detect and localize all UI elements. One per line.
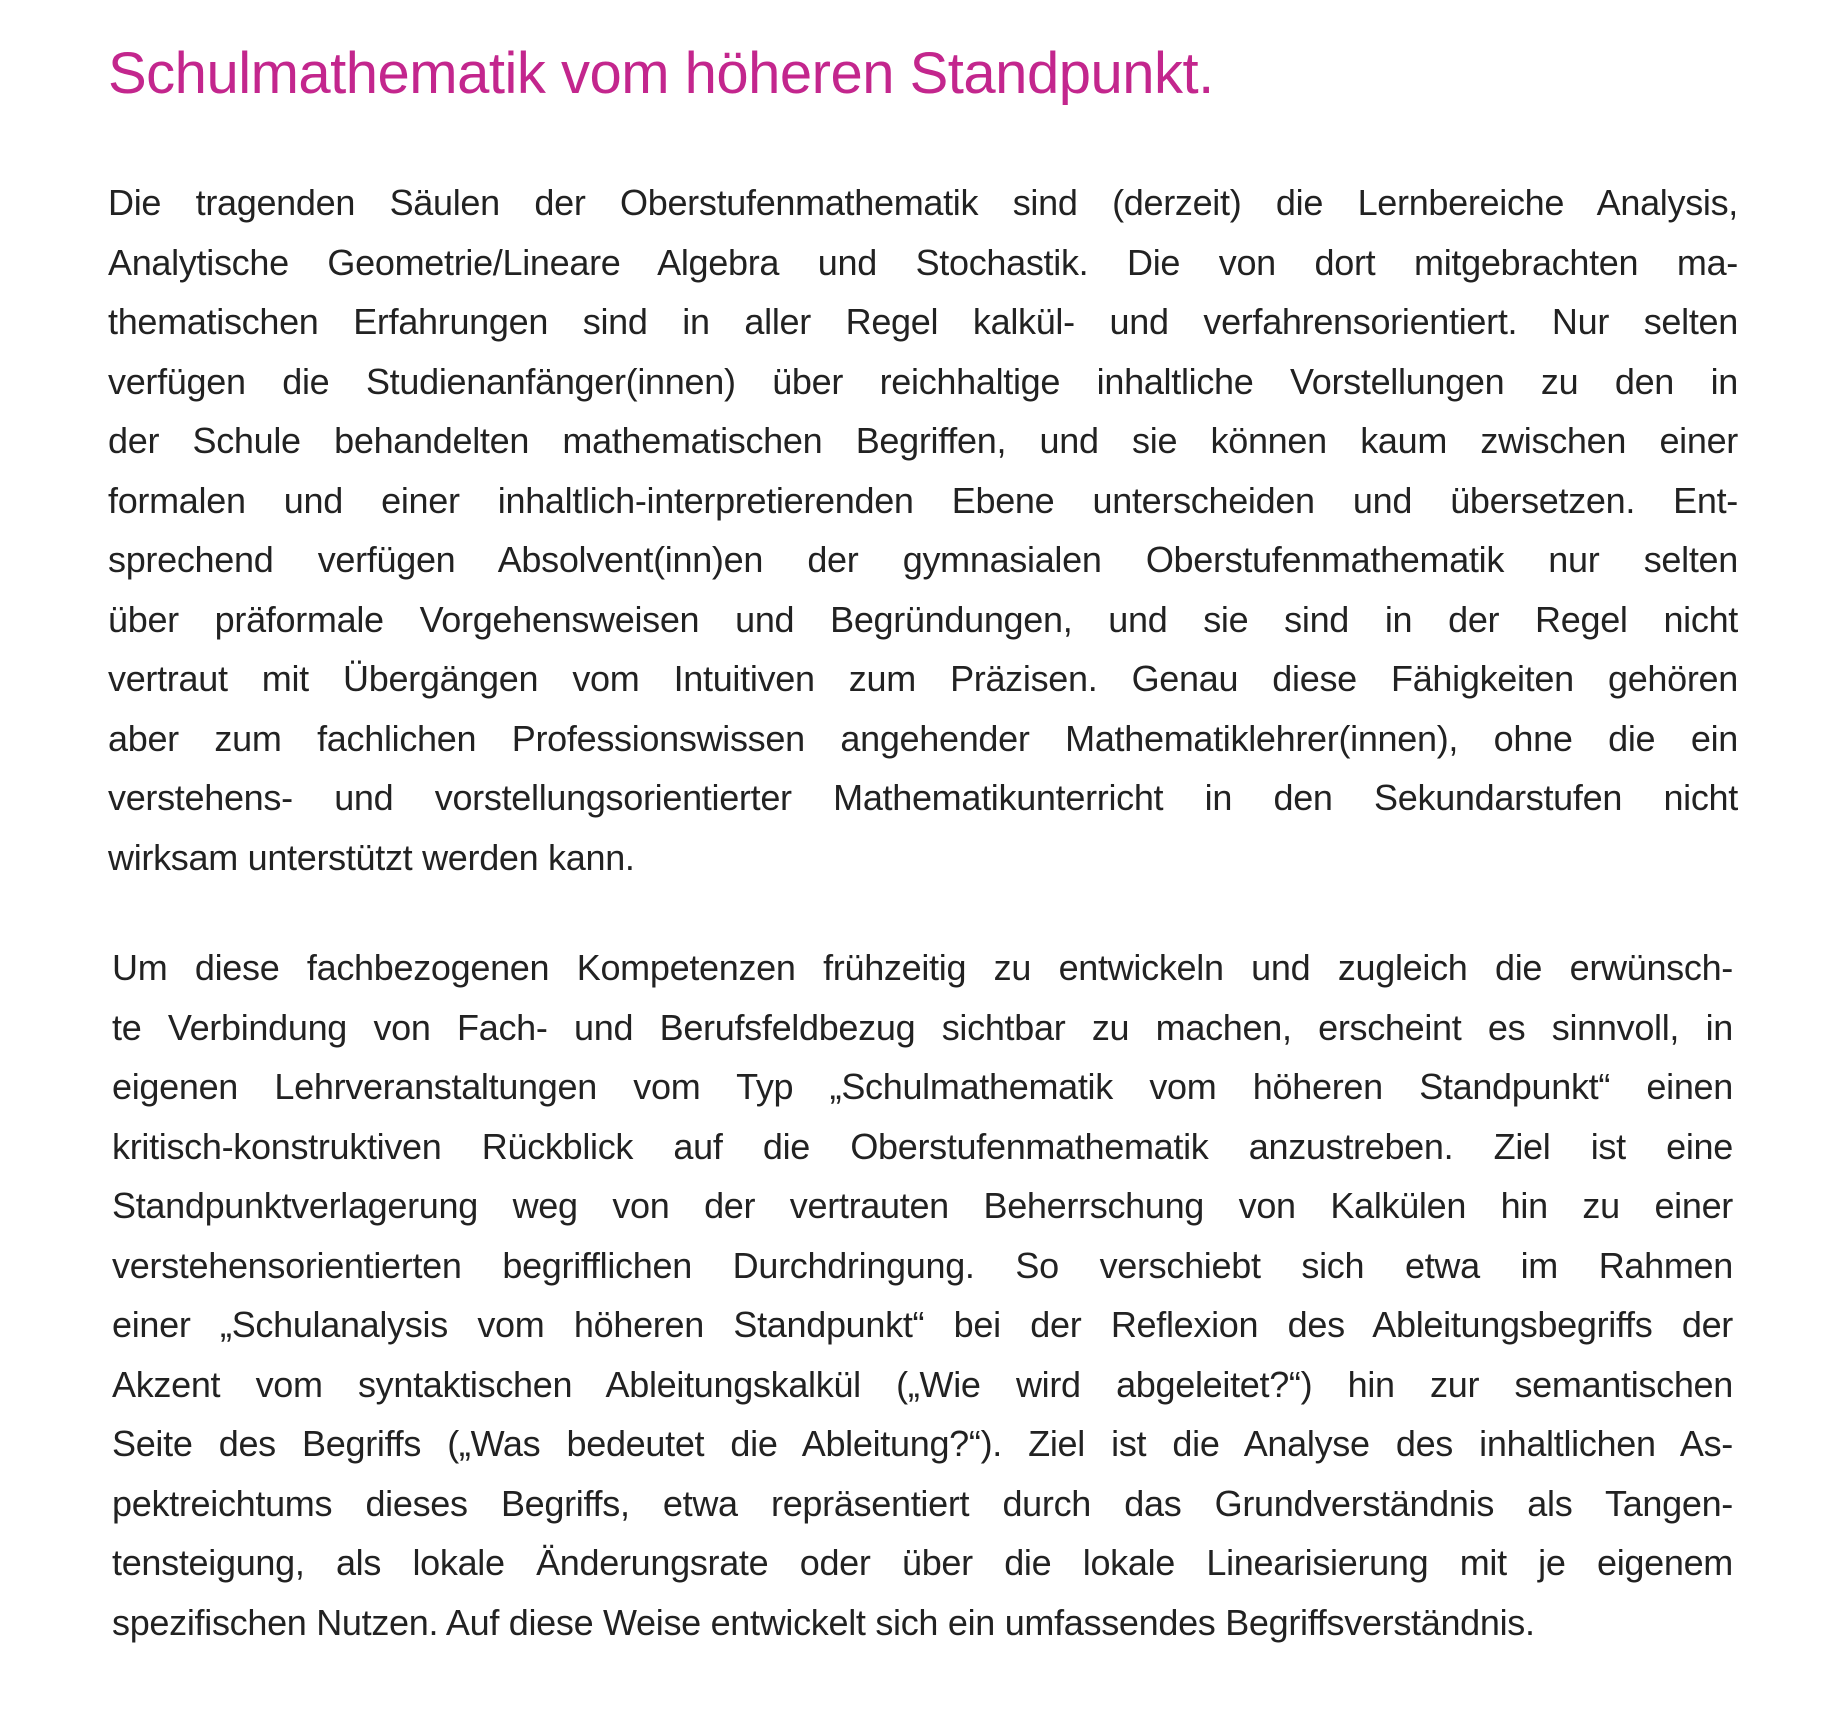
text-line: thematischen Erfahrungen sind in aller Regel kalkül- und verfahrensorientiert. Nur selten bbox=[108, 301, 1738, 342]
text-line: pektreichtums dieses Begriffs, etwa repräsentiert durch das Grundverständnis als Tangen- bbox=[112, 1482, 1733, 1524]
text-line: wirksam unterstützt werden kann. bbox=[108, 836, 635, 878]
text-line: te Verbindung von Fach- und Berufsfeldbezug sichtbar zu machen, erscheint es sinnvoll, in bbox=[112, 1006, 1733, 1048]
text-line: verstehens- und vorstellungsorientierter Mathematikunterricht in den Sekundarstufen nicht bbox=[108, 777, 1738, 818]
text-line: einer „Schulanalysis vom höheren Standpunkt“ bei der Reflexion des Ableitungsbegriffs der bbox=[112, 1304, 1733, 1345]
text-line: spezifischen Nutzen. Auf diese Weise entwickelt sich ein umfassendes Begriffsverständnis. bbox=[112, 1601, 1535, 1643]
text-line: kritisch-konstruktiven Rückblick auf die Oberstufenmathematik anzustreben. Ziel ist eine bbox=[112, 1125, 1733, 1167]
text-line: über präformale Vorgehensweisen und Begründungen, und sie sind in der Regel nicht bbox=[108, 598, 1738, 640]
text-line: Analytische Geometrie/Lineare Algebra und Stochastik. Die von dort mitgebrachten ma- bbox=[108, 241, 1738, 283]
text-line: Seite des Begriffs („Was bedeutet die Ableitung?“). Ziel ist die Analyse des inhaltlichen As- bbox=[112, 1423, 1733, 1464]
text-line: aber zum fachlichen Professionswissen angehender Mathematiklehrer(innen), ohne die ein bbox=[108, 717, 1738, 759]
text-line: formalen und einer inhaltlich-interpretierenden Ebene unterscheiden und übersetzen. Ent- bbox=[108, 479, 1738, 521]
page-title: Schulmathematik vom höheren Standpunkt. bbox=[108, 41, 1214, 106]
text-line: eigenen Lehrveranstaltungen vom Typ „Schulmathematik vom höheren Standpunkt“ einen bbox=[112, 1066, 1733, 1107]
text-line: Standpunktverlagerung weg von der vertrauten Beherrschung von Kalkülen hin zu einer bbox=[112, 1185, 1733, 1226]
text-line: Um diese fachbezogenen Kompetenzen frühzeitig zu entwickeln und zugleich die erwünsch- bbox=[112, 947, 1733, 988]
text-line: tensteigung, als lokale Änderungsrate oder über die lokale Linearisierung mit je eigenem bbox=[112, 1542, 1733, 1583]
text-line: sprechend verfügen Absolvent(inn)en der gymnasialen Oberstufenmathematik nur selten bbox=[108, 539, 1738, 580]
paragraph-1 bbox=[108, 173, 1738, 887]
text-line: der Schule behandelten mathematischen Begriffen, und sie können kaum zwischen einer bbox=[108, 420, 1738, 461]
text-line: vertraut mit Übergängen vom Intuitiven zum Präzisen. Genau diese Fähigkeiten gehören bbox=[108, 658, 1738, 699]
text-line: Akzent vom syntaktischen Ableitungskalkül („Wie wird abgeleitet?“) hin zur semantischen bbox=[112, 1363, 1733, 1405]
paragraph-2 bbox=[112, 938, 1733, 1652]
text-line: verstehensorientierten begrifflichen Durchdringung. So verschiebt sich etwa im Rahmen bbox=[112, 1244, 1733, 1286]
text-line: Die tragenden Säulen der Oberstufenmathematik sind (derzeit) die Lernbereiche Analysis, bbox=[108, 182, 1738, 223]
text-line: verfügen die Studienanfänger(innen) über reichhaltige inhaltliche Vorstellungen zu den in bbox=[108, 360, 1738, 402]
